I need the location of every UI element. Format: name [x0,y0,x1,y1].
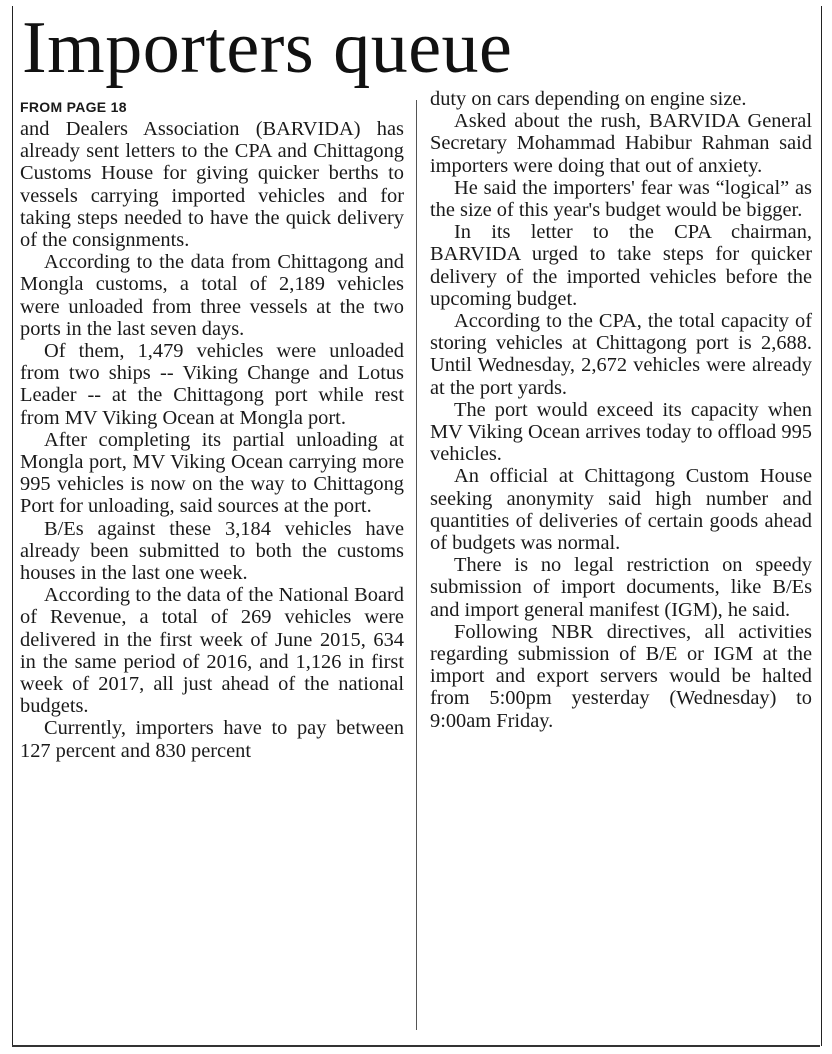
article-column-right [430,88,812,732]
continued-from-label: FROM PAGE 18 [20,99,127,115]
paragraph: Of them, 1,479 vehicles were unloaded from two ships -- Viking Change and Lotus Leader -- at the Chittagong port while rest from MV Viking Ocean at Mongla port. [20,340,404,429]
paragraph: B/Es against these 3,184 vehicles have already been submitted to both the customs houses in the last one week. [20,517,404,585]
paragraph: Asked about the rush, BARVIDA General Secretary Mohammad Habibur Rahman said importers were doing that out of anxiety. [430,110,812,177]
column-divider [416,100,417,1030]
paragraph: After completing its partial unloading at Mongla port, MV Viking Ocean carrying more 995 vehicles is now on the way to Chittagong Port for unloading, said sources at the port. [20,428,404,518]
paragraph: The port would exceed its capacity when MV Viking Ocean arrives today to offload 995 vehicles. [430,398,812,466]
paragraph: There is no legal restriction on speedy submission of import documents, like B/Es and import general manifest (IGM), he said. [430,554,812,621]
paragraph: According to the CPA, the total capacity of storing vehicles at Chittagong port is 2,688. Until Wednesday, 2,672 vehicles were already at the port yards. [430,310,812,399]
paragraph: duty on cars depending on engine size. [430,88,747,110]
paragraph: Following NBR directives, all activities regarding submission of B/E or IGM at the import and export servers would be halted from 5:00pm yesterday (Wednesday) to 9:00am Friday. [430,620,812,732]
paragraph: In its letter to the CPA chairman, BARVIDA urged to take steps for quicker delivery of the imported vehicles before the upcoming budget. [430,221,812,310]
paragraph: Currently, importers have to pay between 127 percent and 830 percent [20,717,404,762]
headline: Importers queue [22,7,513,89]
paragraph: He said the importers' fear was “logical” as the size of this year's budget would be bigger. [430,176,812,222]
article-column-left [20,96,404,762]
paragraph: An official at Chittagong Custom House seeking anonymity said high number and quantities of deliveries of certain goods ahead of budgets was normal. [430,465,812,555]
paragraph: and Dealers Association (BARVIDA) has already sent letters to the CPA and Chittagong Customs House for giving quicker berths to vessels carrying imported vehicles and for taking steps needed to have the quick delivery of the consignments. [20,118,404,252]
paragraph: According to the data of the National Board of Revenue, a total of 269 vehicles were delivered in the first week of June 2015, 634 in the same period of 2016, and 1,126 in first week of 2017, all just ahead of the national budgets. [20,584,404,718]
paragraph: According to the data from Chittagong and Mongla customs, a total of 2,189 vehicles were unloaded from three vessels at the two ports in the last seven days. [20,251,404,340]
bottom-rule [12,1045,820,1047]
